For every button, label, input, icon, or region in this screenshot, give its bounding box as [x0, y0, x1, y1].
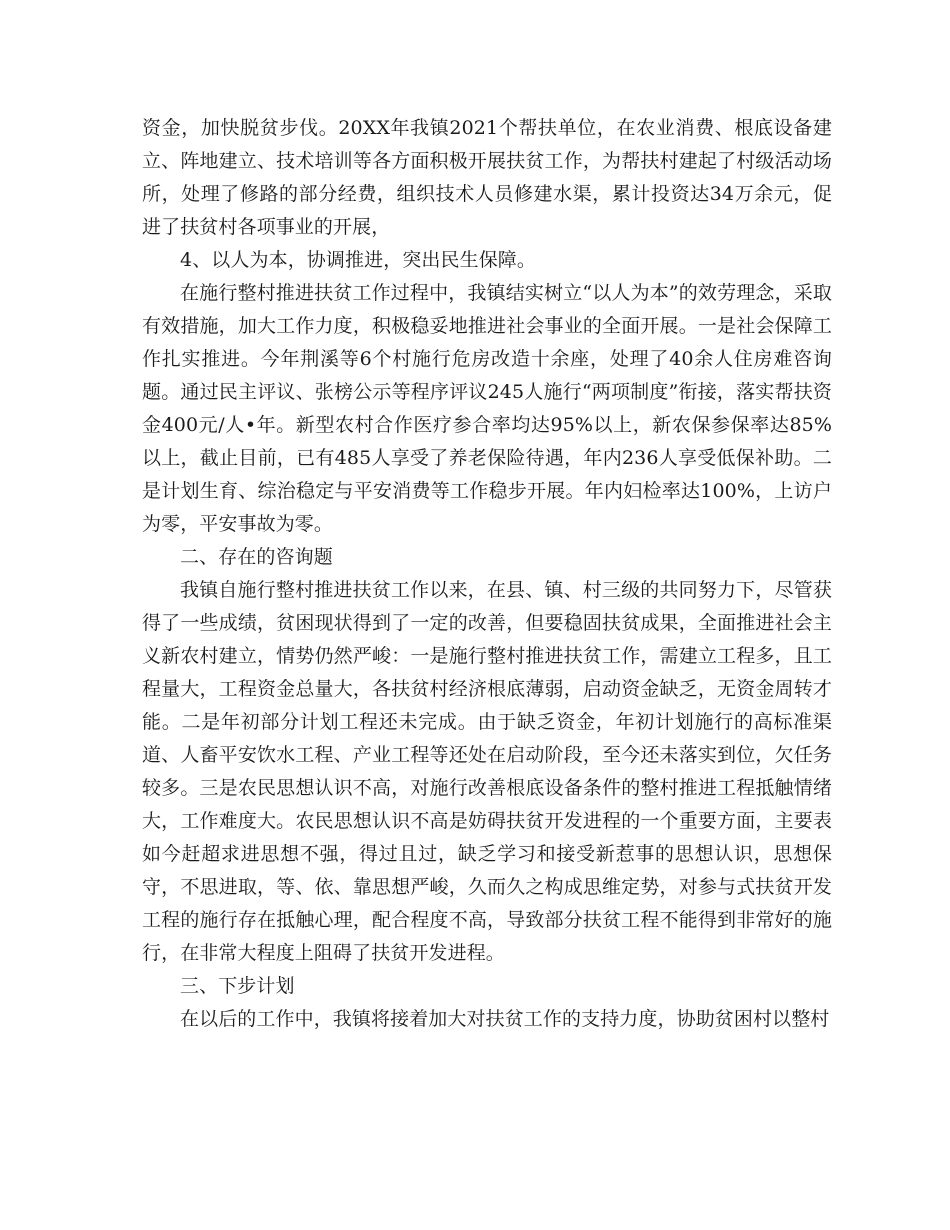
- heading-next-plan: 三、下步计划: [180, 975, 295, 997]
- paragraph-problems-detail: 我镇自施行整村推进扶贫工作以来，在县、镇、村三级的共同努力下，尽管获得了一些成绩，贫困现状得到了一定的改善，但要稳固扶贫成果，全面推进社会主义新农村建立，情势仍然严峻：一是施行整村推进扶贫工作，需建立工程多，且工程量大，工程资金总量大，各扶贫村经济根底薄弱，启动资金缺乏，无资金周转才能。二是年初部分计划工程还未完成。由于缺乏资金，年初计划施行的高标准渠道、人畜平安饮水工程、产业工程等还处在启动阶段，至今还未落实到位，欠任务较多。三是农民思想认识不高，对施行改善根底设备条件的整村推进工程抵触情绪大，工作难度大。农民思想认识不高是妨碍扶贫开发进程的一个重要方面，主要表如今赶超求进思想不强，得过且过，缺乏学习和接受新惹事的思想认识，思想保守，不思进取，等、依、靠思想严峻，久而久之构成思维定势，对参与式扶贫开发工程的施行存在抵触心理，配合程度不高，导致部分扶贫工程不能得到非常好的施行，在非常大程度上阻碍了扶贫开发进程。: [142, 579, 832, 964]
- heading-people-oriented: 4、以人为本，协调推进，突出民生保障。: [180, 249, 536, 271]
- heading-existing-problems: 二、存在的咨询题: [180, 546, 333, 568]
- paragraph-social-security: 在施行整村推进扶贫工作过程中，我镇结实树立“以人为本”的效劳理念，采取有效措施，加大工作力度，积极稳妥地推进社会事业的全面开展。一是社会保障工作扎实推进。今年荆溪等6个村施行危房改造十余座，处理了40余人住房难咨询题。通过民主评议、张榜公示等程序评议245人施行“两项制度”衔接，落实帮扶资金400元/人•年。新型农村合作医疗参合率均达95%以上，新农保参保率达85%以上，截止目前，已有485人享受了养老保险待遇，年内236人享受低保补助。二是计划生育、综治稳定与平安消费等工作稳步开展。年内妇检率达100%，上访户为零，平安事故为零。: [142, 282, 832, 535]
- document-body: [142, 112, 832, 1036]
- paragraph-next-plan-start: 在以后的工作中，我镇将接着加大对扶贫工作的支持力度，协助贫困村以整村: [180, 1008, 830, 1030]
- paragraph-funding-continuation: 资金，加快脱贫步伐。20XX年我镇2021个帮扶单位，在农业消费、根底设备建立、阵地建立、技术培训等各方面积极开展扶贫工作，为帮扶村建起了村级活动场所，处理了修路的部分经费，组织技术人员修建水渠，累计投资达34万余元，促进了扶贫村各项事业的开展，: [142, 117, 832, 238]
